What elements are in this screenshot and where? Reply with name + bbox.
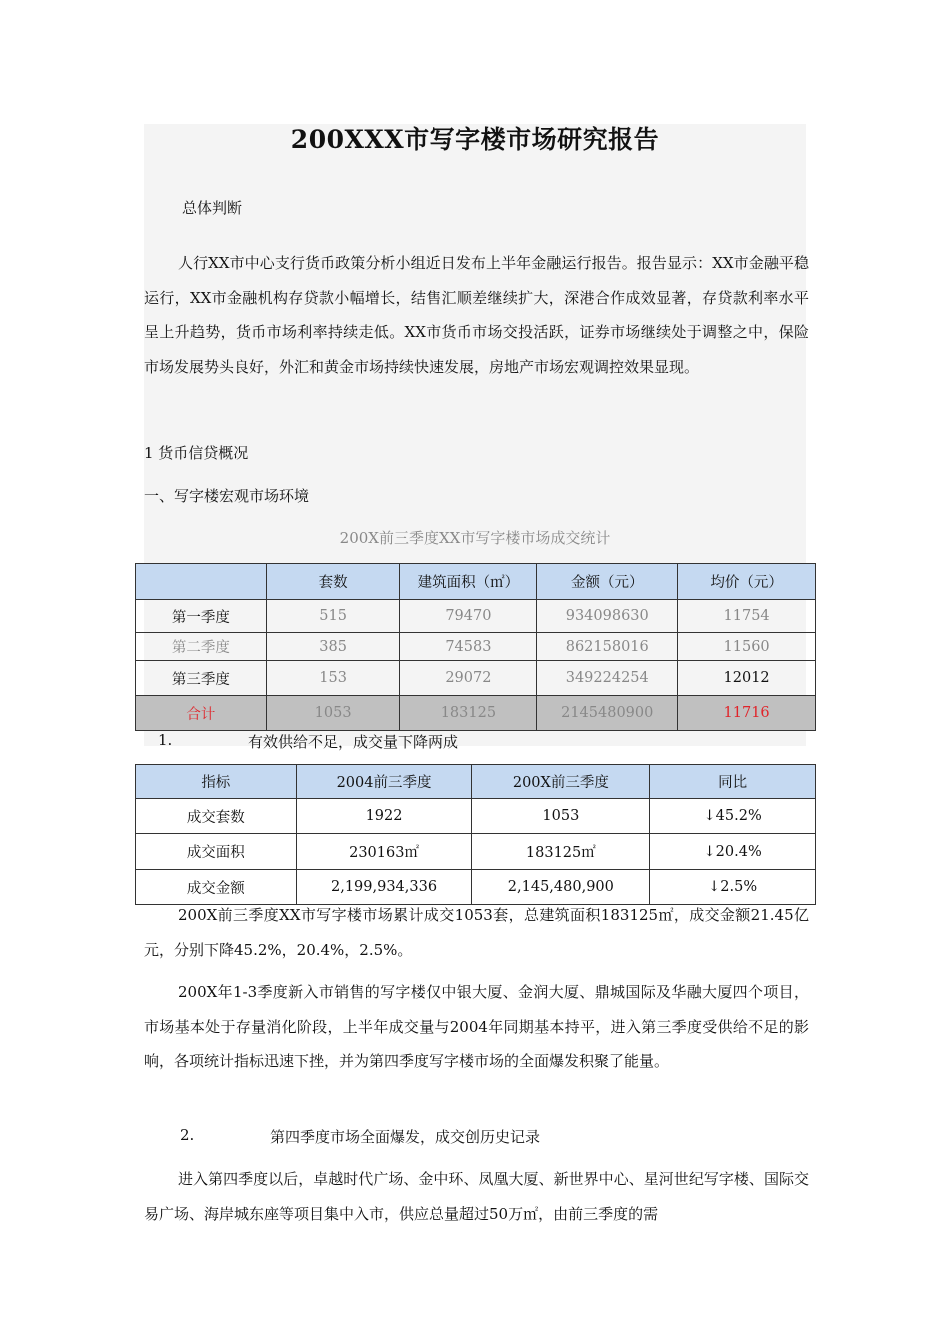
section-overall: 总体判断 [182,199,243,217]
table-header-cell: 同比 [650,765,816,799]
table-cell: 12012 [678,661,816,696]
table1-caption: 200X前三季度XX市写字楼市场成交统计 [339,529,611,547]
table-cell: 2,145,480,900 [472,870,650,905]
table-row [136,661,816,696]
page-title: 200XXX市写字楼市场研究报告 [290,125,660,154]
table-header-cell: 建筑面积（㎡） [400,564,537,600]
table-cell: 2145480900 [537,696,678,731]
table-cell: 29072 [400,661,537,696]
table-cell: 385 [266,633,400,661]
table-row [136,633,816,661]
table-cell: 515 [266,600,400,633]
table-cell: ↓45.2% [650,799,816,834]
row-label: 成交面积 [136,834,297,870]
point2-heading: 第四季度市场全面爆发，成交创历史记录 [270,1128,541,1146]
table-header-cell: 套数 [266,564,400,600]
table-total-row [136,696,816,731]
table-header-cell: 金额（元） [537,564,678,600]
table-header-row [136,564,816,600]
table-cell: 183125㎡ [472,834,650,870]
table-header-cell [136,564,267,600]
table-cell: 79470 [400,600,537,633]
point2-number: 2. [180,1126,195,1144]
table-row [136,799,816,834]
point1-number: 1. [158,731,173,749]
table-cell: 934098630 [537,600,678,633]
row-label: 合计 [136,696,267,731]
yoy-comparison-table [135,764,816,905]
table-cell: 74583 [400,633,537,661]
table-cell: 183125 [400,696,537,731]
table-cell: 2,199,934,336 [296,870,472,905]
table-cell: ↓20.4% [650,834,816,870]
table-header-cell: 均价（元） [678,564,816,600]
row-label: 第一季度 [136,600,267,633]
row-label: 成交套数 [136,799,297,834]
table-cell: 862158016 [537,633,678,661]
table-header-row [136,765,816,799]
table-cell: ↓2.5% [650,870,816,905]
table-header-cell: 200X前三季度 [472,765,650,799]
table-cell: 11754 [678,600,816,633]
intro-paragraph: 人行XX市中心支行货币政策分析小组近日发布上半年金融运行报告。报告显示：XX市金融平稳运行，XX市金融机构存贷款小幅增长，结售汇顺差继续扩大，深港合作成效显著，存贷款利率水平呈上升趋势，货币市场利率持续走低。XX市货币市场交投活跃，证券市场继续处于调整之中，保险市场发展势头良好，外汇和黄金市场持续快速发展，房地产市场宏观调控效果显现。 [144,254,809,376]
row-label: 成交金额 [136,870,297,905]
table-header-cell: 2004前三季度 [296,765,472,799]
table-row [136,600,816,633]
q4-paragraph: 进入第四季度以后，卓越时代广场、金中环、凤凰大厦、新世界中心、星河世纪写字楼、国际交易广场、海岸城东座等项目集中入市，供应总量超过50万㎡，由前三季度的需 [144,1170,809,1223]
summary-paragraph: 200X前三季度XX市写字楼市场累计成交1053套，总建筑面积183125㎡，成交金额21.45亿元，分别下降45.2%，20.4%，2.5%。 [144,906,809,959]
row-label: 第二季度 [136,633,267,661]
table-cell: 1053 [266,696,400,731]
supply-paragraph: 200X年1-3季度新入市销售的写字楼仅中银大厦、金润大厦、鼎城国际及华融大厦四个项目，市场基本处于存量消化阶段，上半年成交量与2004年同期基本持平，进入第三季度受供给不足的影响，各项统计指标迅速下挫，并为第四季度写字楼市场的全面爆发积聚了能量。 [144,983,809,1070]
table-cell: 153 [266,661,400,696]
table-cell: 1053 [472,799,650,834]
table-cell: 230163㎡ [296,834,472,870]
table-cell: 11560 [678,633,816,661]
heading-macro: 一、写字楼宏观市场环境 [144,487,310,505]
table-cell: 349224254 [537,661,678,696]
table-row [136,834,816,870]
table-cell: 1922 [296,799,472,834]
quarterly-transaction-table [135,563,816,731]
table-cell: 11716 [678,696,816,731]
point1-heading: 有效供给不足，成交量下降两成 [248,733,459,751]
heading-credit: 1 货币信贷概况 [144,444,249,462]
table-header-cell: 指标 [136,765,297,799]
row-label: 第三季度 [136,661,267,696]
